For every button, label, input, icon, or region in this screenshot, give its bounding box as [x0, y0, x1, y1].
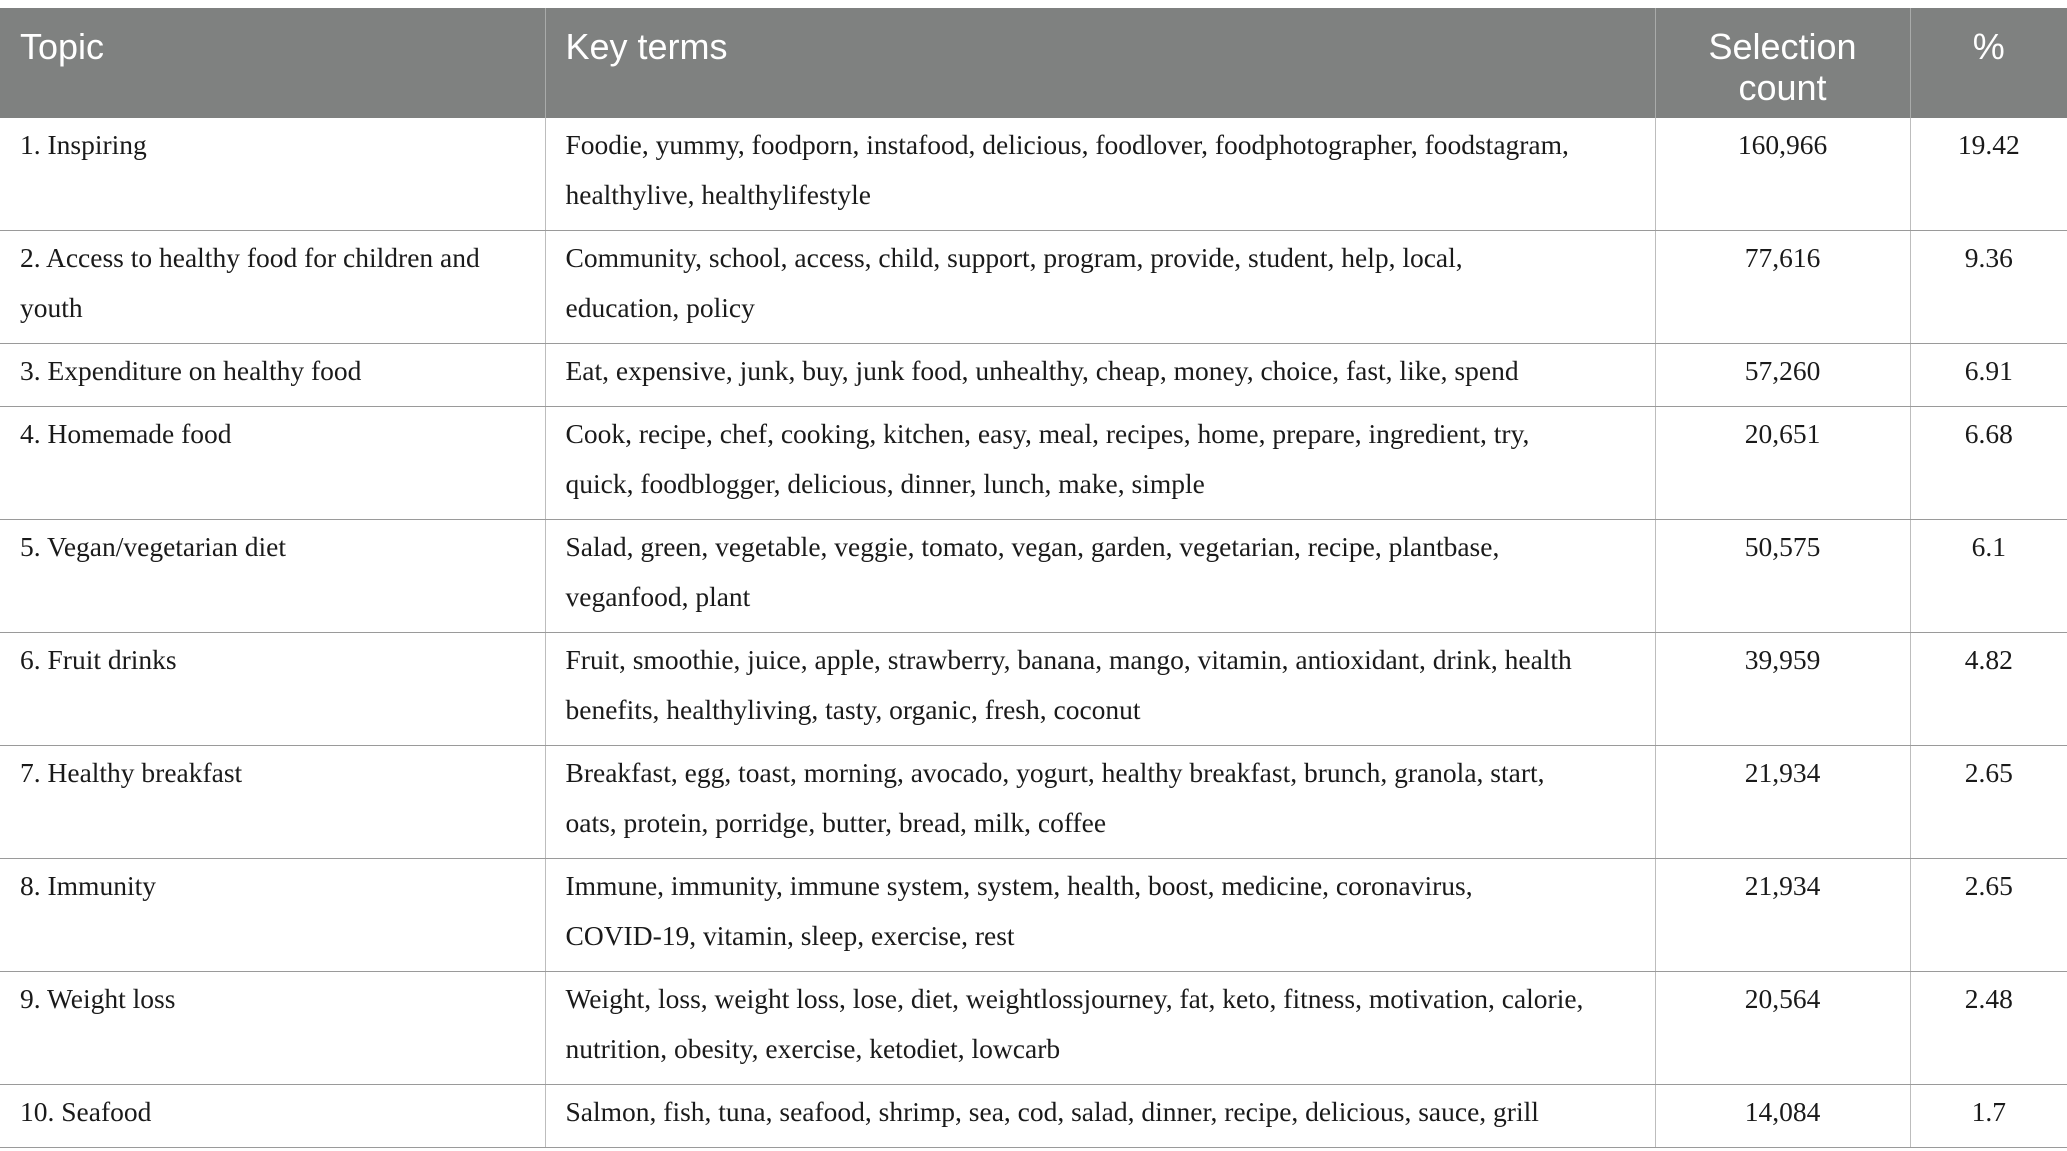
cell-percent-text: 9.36 [1964, 242, 2013, 273]
cell-topic [0, 118, 545, 231]
cell-key-terms-text: nutrition, obesity, exercise, ketodiet, lowcarb [565, 1033, 1061, 1064]
cell-key-terms-text: healthylive, healthylifestyle [565, 179, 871, 210]
cell-key-terms-text: Community, school, access, child, support, program, provide, student, help, local, [565, 242, 1463, 273]
cell-selection-count-text: 50,575 [1744, 531, 1821, 562]
table-row [0, 746, 2067, 859]
cell-topic [0, 972, 545, 1085]
cell-percent [1910, 972, 2067, 1085]
cell-selection-count [1655, 972, 1910, 1085]
cell-key-terms [545, 231, 1655, 344]
cell-selection-count-text: 21,934 [1744, 757, 1821, 788]
cell-selection-count [1655, 1085, 1910, 1148]
cell-key-terms [545, 118, 1655, 231]
cell-topic [0, 859, 545, 972]
cell-topic-text: 2. Access to healthy food for children and [20, 242, 480, 273]
cell-percent [1910, 1085, 2067, 1148]
cell-percent-text: 2.65 [1964, 757, 2013, 788]
cell-key-terms-text: Cook, recipe, chef, cooking, kitchen, easy, meal, recipes, home, prepare, ingredient, try, [565, 418, 1530, 449]
cell-key-terms-text: COVID-19, vitamin, sleep, exercise, rest [565, 920, 1015, 951]
table-header [0, 8, 2067, 118]
cell-percent [1910, 520, 2067, 633]
table-row [0, 859, 2067, 972]
cell-key-terms-text: Foodie, yummy, foodporn, instafood, delicious, foodlover, foodphotographer, foodstagram, [565, 129, 1569, 160]
cell-topic-text: youth [20, 292, 83, 323]
cell-key-terms [545, 520, 1655, 633]
table-body [0, 118, 2067, 1148]
cell-selection-count-text: 39,959 [1744, 644, 1821, 675]
cell-key-terms-text: Salmon, fish, tuna, seafood, shrimp, sea, cod, salad, dinner, recipe, delicious, sauce, grill [565, 1096, 1539, 1127]
cell-topic-text: 4. Homemade food [20, 418, 232, 449]
cell-selection-count-text: 77,616 [1744, 242, 1821, 273]
cell-percent-text: 4.82 [1964, 644, 2013, 675]
table-row [0, 633, 2067, 746]
cell-key-terms-text: Breakfast, egg, toast, morning, avocado, yogurt, healthy breakfast, brunch, granola, start, [565, 757, 1545, 788]
cell-selection-count-text: 14,084 [1744, 1096, 1821, 1127]
cell-percent [1910, 859, 2067, 972]
cell-percent-text: 2.48 [1964, 983, 2013, 1014]
cell-selection-count [1655, 520, 1910, 633]
cell-percent [1910, 231, 2067, 344]
cell-percent [1910, 746, 2067, 859]
cell-topic [0, 1085, 545, 1148]
table-row [0, 344, 2067, 407]
cell-key-terms-text: Weight, loss, weight loss, lose, diet, weightlossjourney, fat, keto, fitness, motivation, calorie, [565, 983, 1584, 1014]
cell-topic-text: 9. Weight loss [20, 983, 176, 1014]
header-selection-count [1655, 8, 1910, 118]
cell-key-terms-text: benefits, healthyliving, tasty, organic, fresh, coconut [565, 694, 1141, 725]
cell-key-terms [545, 972, 1655, 1085]
cell-topic-text: 8. Immunity [20, 870, 156, 901]
header-topic: Topic [0, 8, 545, 118]
cell-topic [0, 407, 545, 520]
cell-key-terms-text: quick, foodblogger, delicious, dinner, lunch, make, simple [565, 468, 1205, 499]
header-row [0, 8, 2067, 118]
cell-topic-text: 3. Expenditure on healthy food [20, 355, 362, 386]
cell-selection-count-text: 21,934 [1744, 870, 1821, 901]
header-selection-count-line2: count [1738, 67, 1827, 108]
cell-topic-text: 1. Inspiring [20, 129, 147, 160]
cell-selection-count-text: 160,966 [1737, 129, 1828, 160]
table-row [0, 520, 2067, 633]
cell-selection-count [1655, 859, 1910, 972]
cell-percent-text: 6.1 [1971, 531, 2006, 562]
table-row [0, 407, 2067, 520]
cell-key-terms [545, 344, 1655, 407]
cell-key-terms [545, 1085, 1655, 1148]
cell-key-terms [545, 746, 1655, 859]
cell-percent [1910, 118, 2067, 231]
table-row [0, 972, 2067, 1085]
cell-selection-count [1655, 344, 1910, 407]
cell-percent [1910, 407, 2067, 520]
cell-percent [1910, 344, 2067, 407]
cell-selection-count [1655, 231, 1910, 344]
cell-key-terms [545, 859, 1655, 972]
cell-percent-text: 19.42 [1957, 129, 2020, 160]
table-row [0, 231, 2067, 344]
header-selection-count-line1: Selection [1708, 26, 1857, 67]
cell-selection-count [1655, 633, 1910, 746]
cell-percent-text: 1.7 [1971, 1096, 2006, 1127]
table-row [0, 1085, 2067, 1148]
table-row [0, 118, 2067, 231]
cell-key-terms [545, 633, 1655, 746]
cell-key-terms-text: Immune, immunity, immune system, system, health, boost, medicine, coronavirus, [565, 870, 1473, 901]
cell-percent-text: 6.68 [1964, 418, 2013, 449]
header-key-terms: Key terms [545, 8, 1655, 118]
cell-selection-count-text: 20,651 [1744, 418, 1821, 449]
cell-key-terms-text: Salad, green, vegetable, veggie, tomato, vegan, garden, vegetarian, recipe, plantbase, [565, 531, 1500, 562]
cell-topic-text: 7. Healthy breakfast [20, 757, 243, 788]
cell-topic-text: 5. Vegan/vegetarian diet [20, 531, 286, 562]
cell-topic-text: 10. Seafood [20, 1096, 152, 1127]
cell-selection-count [1655, 407, 1910, 520]
cell-selection-count [1655, 746, 1910, 859]
cell-topic-text: 6. Fruit drinks [20, 644, 177, 675]
cell-key-terms-text: education, policy [565, 292, 755, 323]
cell-key-terms-text: Eat, expensive, junk, buy, junk food, unhealthy, cheap, money, choice, fast, like, spend [565, 355, 1519, 386]
cell-key-terms-text: oats, protein, porridge, butter, bread, milk, coffee [565, 807, 1107, 838]
header-percent: % [1910, 8, 2067, 118]
cell-selection-count-text: 20,564 [1744, 983, 1821, 1014]
cell-percent [1910, 633, 2067, 746]
cell-topic [0, 344, 545, 407]
cell-topic [0, 520, 545, 633]
cell-key-terms [545, 407, 1655, 520]
cell-selection-count-text: 57,260 [1744, 355, 1821, 386]
cell-key-terms-text: Fruit, smoothie, juice, apple, strawberry, banana, mango, vitamin, antioxidant, drink, health [565, 644, 1572, 675]
topics-table [0, 8, 2067, 1148]
topics-table-container [0, 8, 2067, 1148]
cell-topic [0, 633, 545, 746]
cell-key-terms-text: veganfood, plant [565, 581, 751, 612]
cell-selection-count [1655, 118, 1910, 231]
cell-percent-text: 2.65 [1964, 870, 2013, 901]
cell-topic [0, 231, 545, 344]
cell-topic [0, 746, 545, 859]
cell-percent-text: 6.91 [1964, 355, 2013, 386]
